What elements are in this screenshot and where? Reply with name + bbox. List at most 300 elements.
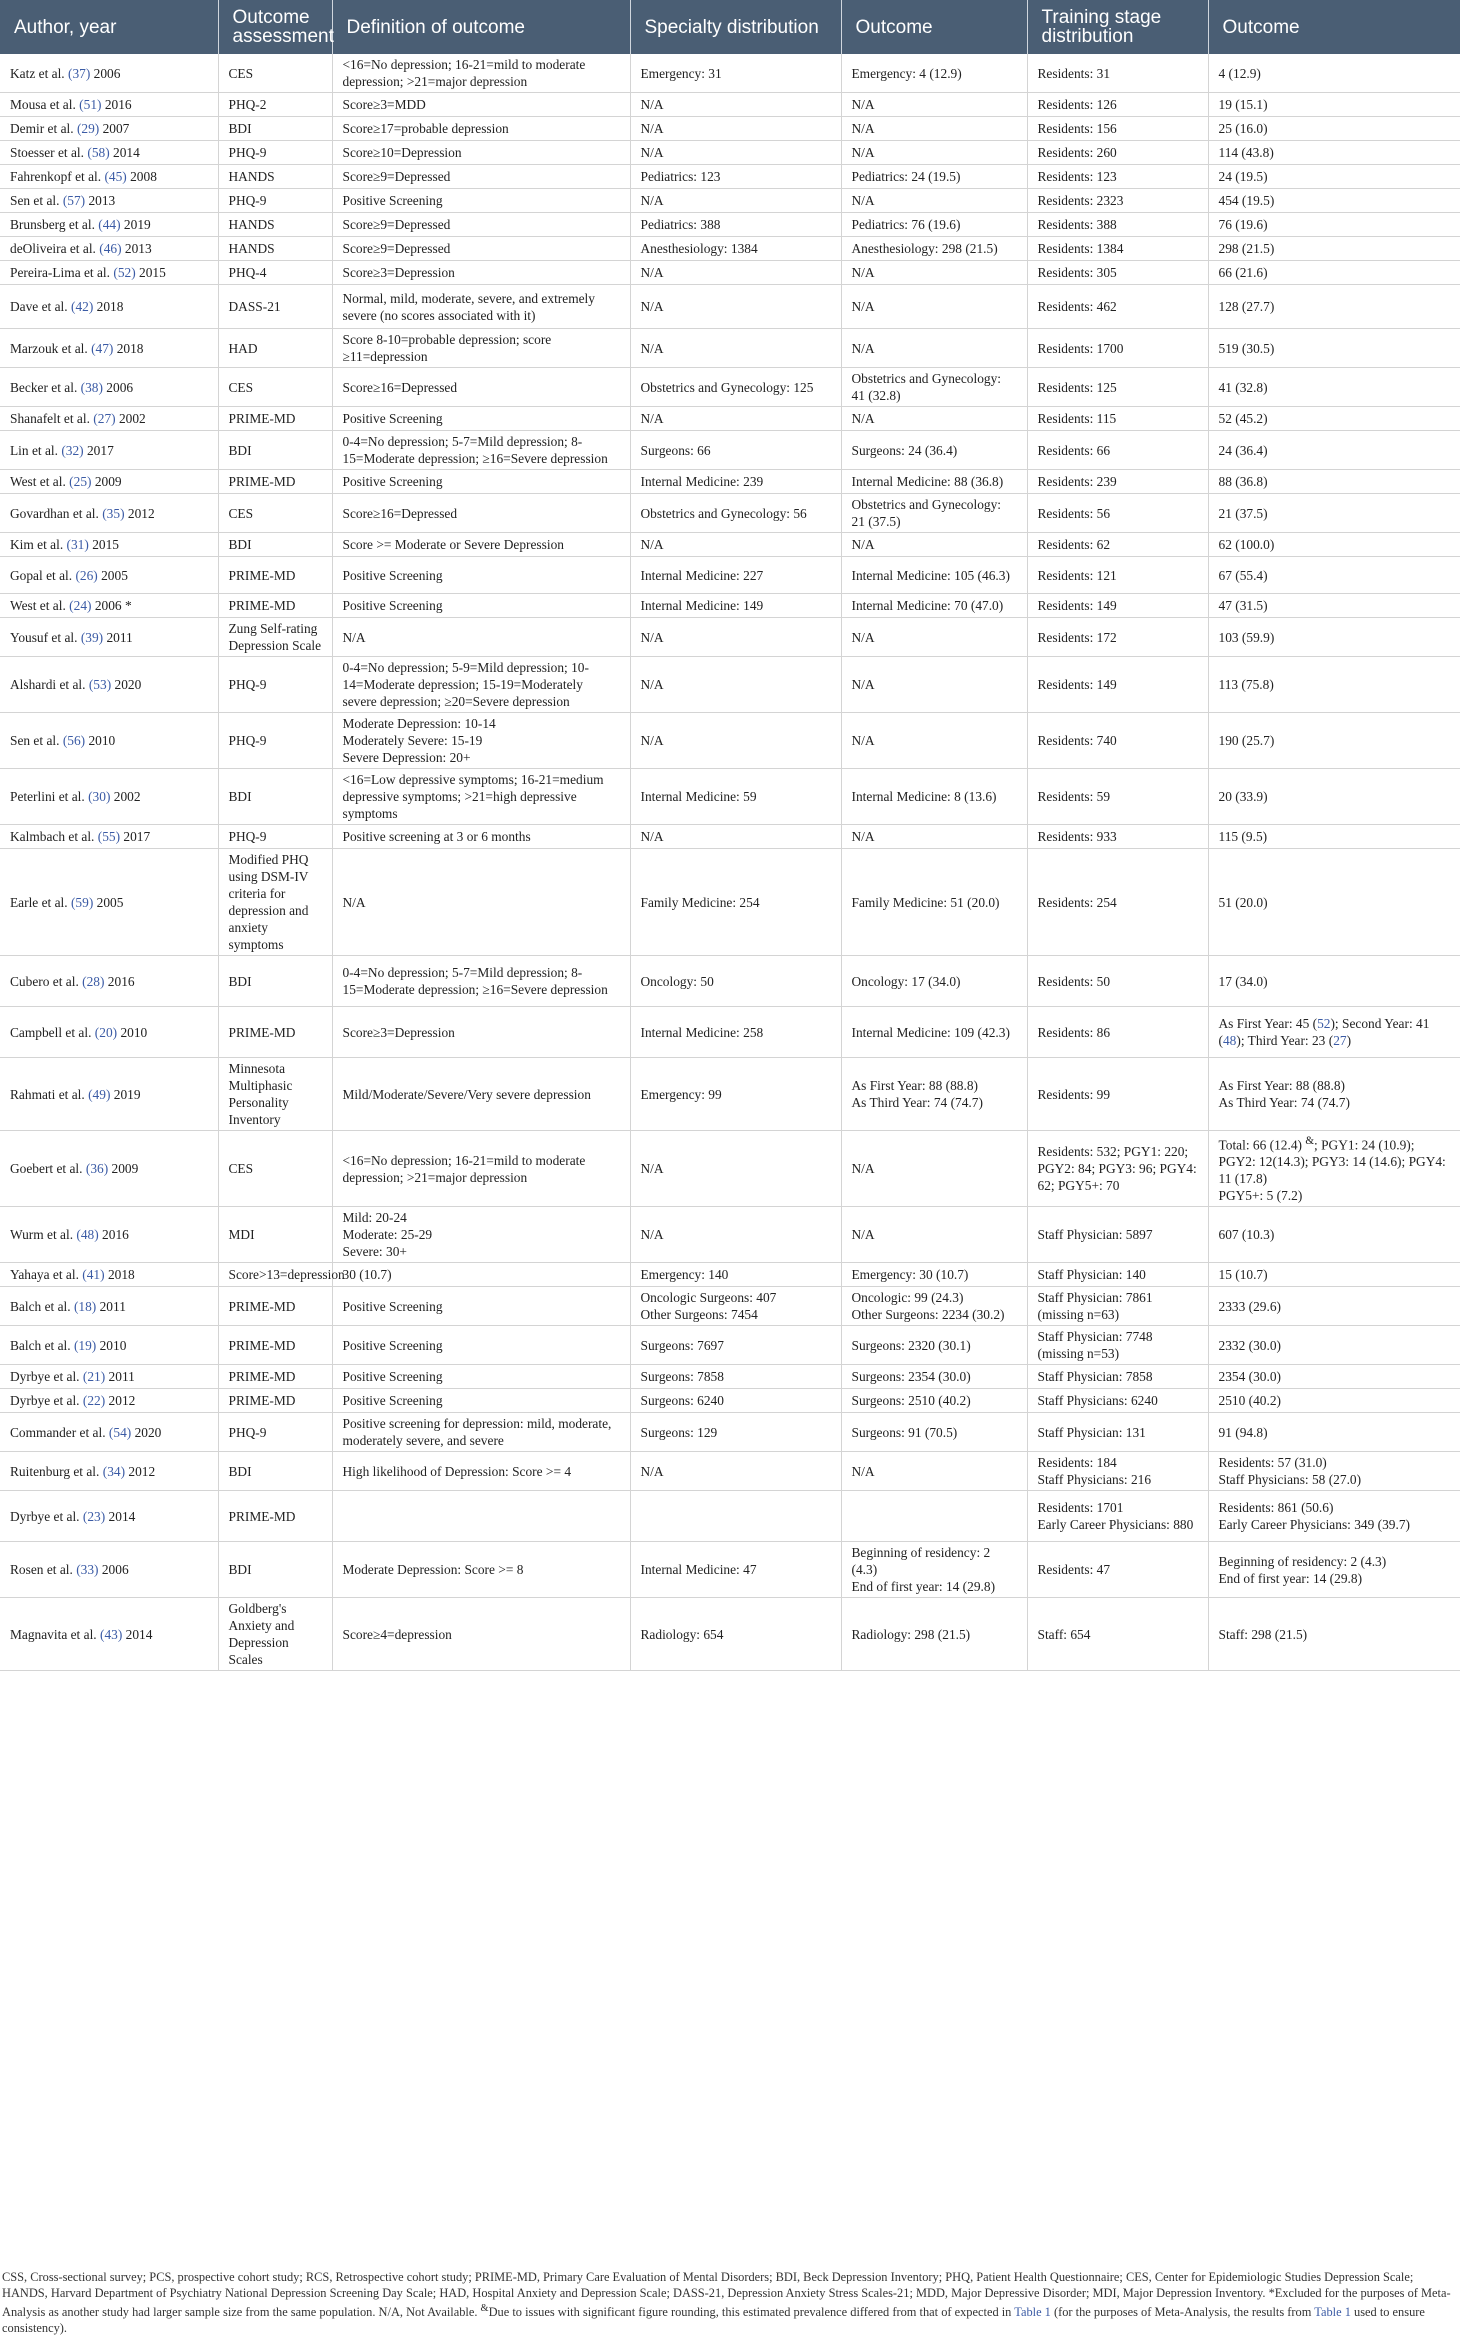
cell-definition: Score≥9=Depressed [332, 237, 630, 261]
cell-definition: Mild: 20-24 Moderate: 25-29 Severe: 30+ [332, 1207, 630, 1263]
cell-training-stage: Residents: 1384 [1027, 237, 1208, 261]
cell-specialty-outcome: N/A [841, 657, 1027, 713]
cell-specialty-distribution [630, 1491, 841, 1542]
cell-author-year [0, 1365, 218, 1389]
cell-outcome-assessment: PHQ-9 [218, 141, 332, 165]
author-name: Commander et al. [10, 1424, 109, 1440]
cell-author-year [0, 407, 218, 431]
reference-link[interactable]: (47) [91, 340, 114, 356]
reference-link[interactable]: (55) [97, 829, 121, 844]
cell-training-outcome: 24 (36.4) [1208, 431, 1460, 470]
cell-training-outcome: Total: 66 (12.4) &; PGY1: 24 (10.9); PGY2: 12(14.3); PGY3: 14 (14.6); PGY4: 11 (17.8) PGY5+: 5 (7.2) [1208, 1131, 1460, 1207]
study-year: 2020 [131, 1424, 162, 1440]
cell-author-year [0, 1491, 218, 1542]
reference-link[interactable]: (59) [70, 894, 94, 910]
table-row [0, 1389, 1460, 1413]
cell-definition: <16=No depression; 16-21=mild to moderate depression; >21=major depression [332, 54, 630, 93]
cell-training-stage: Staff: 654 [1027, 1598, 1208, 1671]
study-year: 2014 [105, 1508, 136, 1524]
cell-specialty-outcome: N/A [841, 117, 1027, 141]
cell-definition: Positive Screening [332, 1326, 630, 1365]
cell-definition: Score≥3=Depression [332, 261, 630, 285]
study-year: 2014 [109, 145, 140, 160]
reference-link[interactable]: (27) [93, 411, 116, 426]
cell-training-stage: Residents: 66 [1027, 431, 1208, 470]
cell-training-stage: Residents: 305 [1027, 261, 1208, 285]
table-row [0, 431, 1460, 470]
cell-training-stage: Staff Physician: 7858 [1027, 1365, 1208, 1389]
cell-specialty-distribution: Emergency: 99 [630, 1058, 841, 1131]
cell-specialty-distribution: Obstetrics and Gynecology: 56 [630, 494, 841, 533]
reference-link[interactable]: (21) [82, 1369, 106, 1385]
reference-link[interactable]: (20) [94, 1024, 118, 1040]
cell-specialty-distribution: Internal Medicine: 149 [630, 594, 841, 618]
reference-link[interactable]: (19) [73, 1337, 97, 1353]
study-year: 2012 [124, 505, 155, 521]
cell-author-year [0, 1598, 218, 1671]
author-name: Lin et al. [10, 442, 62, 458]
cell-author-year [0, 618, 218, 657]
cell-specialty-distribution: Radiology: 654 [630, 1598, 841, 1671]
cell-specialty-outcome: N/A [841, 1207, 1027, 1263]
cell-specialty-outcome: Radiology: 298 (21.5) [841, 1598, 1027, 1671]
cell-specialty-outcome [841, 1491, 1027, 1542]
reference-link[interactable]: (25) [69, 474, 92, 489]
cell-definition: Moderate Depression: Score >= 8 [332, 1542, 630, 1598]
table-row [0, 54, 1460, 93]
cell-training-outcome: 2354 (30.0) [1208, 1365, 1460, 1389]
cell-training-stage: Residents: 1701 Early Career Physicians: 880 [1027, 1491, 1208, 1542]
reference-link[interactable]: (29) [76, 121, 100, 136]
cell-author-year [0, 368, 218, 407]
cell-author-year [0, 1326, 218, 1365]
table-row [0, 1131, 1460, 1207]
cell-specialty-outcome: Internal Medicine: 105 (46.3) [841, 557, 1027, 594]
reference-link[interactable]: (35) [102, 505, 125, 521]
reference-link[interactable]: (22) [82, 1393, 106, 1409]
cell-training-outcome: 15 (10.7) [1208, 1263, 1460, 1287]
cell-author-year [0, 1389, 218, 1413]
cell-definition: <16=Low depressive symptoms; 16-21=medium depressive symptoms; >21=high depressive symptoms [332, 769, 630, 825]
cell-author-year [0, 956, 218, 1007]
cell-specialty-distribution: Internal Medicine: 47 [630, 1542, 841, 1598]
cell-training-stage: Staff Physician: 7748 (missing n=53) [1027, 1326, 1208, 1365]
cell-specialty-outcome: N/A [841, 189, 1027, 213]
author-name: Dyrbye et al. [10, 1369, 83, 1385]
cell-training-stage: Residents: 126 [1027, 93, 1208, 117]
cell-training-stage: Staff Physician: 5897 [1027, 1207, 1208, 1263]
cell-training-outcome: 91 (94.8) [1208, 1413, 1460, 1452]
cell-specialty-outcome: Oncologic: 99 (24.3) Other Surgeons: 2234 (30.2) [841, 1287, 1027, 1326]
reference-link[interactable]: (23) [82, 1508, 106, 1524]
cell-training-outcome: As First Year: 88 (88.8) As Third Year: 74 (74.7) [1208, 1058, 1460, 1131]
cell-outcome-assessment: PRIME-MD [218, 557, 332, 594]
author-name: Alshardi et al. [10, 677, 89, 692]
study-year: 2009 [91, 474, 122, 489]
cell-training-outcome: 76 (19.6) [1208, 213, 1460, 237]
cell-outcome-assessment: Minnesota Multiphasic Personality Inventory [218, 1058, 332, 1131]
cell-specialty-distribution: Emergency: 31 [630, 54, 841, 93]
cell-specialty-distribution: Pediatrics: 388 [630, 213, 841, 237]
author-name: West et al. [10, 598, 70, 613]
table-row [0, 618, 1460, 657]
author-name: Balch et al. [10, 1337, 74, 1353]
cell-author-year [0, 285, 218, 329]
cell-training-outcome: 298 (21.5) [1208, 237, 1460, 261]
cell-specialty-distribution: Surgeons: 6240 [630, 1389, 841, 1413]
table-row [0, 1413, 1460, 1452]
cell-outcome-assessment: PHQ-9 [218, 825, 332, 849]
cell-training-stage: Residents: 2323 [1027, 189, 1208, 213]
cell-author-year [0, 494, 218, 533]
cell-training-stage: Residents: 933 [1027, 825, 1208, 849]
cell-outcome-assessment: PHQ-2 [218, 93, 332, 117]
table-header-row [0, 0, 1460, 54]
cell-training-stage: Residents: 239 [1027, 470, 1208, 494]
cell-outcome-assessment: PRIME-MD [218, 1389, 332, 1413]
cell-training-stage: Staff Physician: 131 [1027, 1413, 1208, 1452]
cell-specialty-outcome: N/A [841, 713, 1027, 769]
cell-specialty-outcome: Emergency: 30 (10.7) [841, 1263, 1027, 1287]
cell-training-stage: Residents: 149 [1027, 657, 1208, 713]
cell-specialty-outcome: Internal Medicine: 70 (47.0) [841, 594, 1027, 618]
cell-specialty-distribution: N/A [630, 533, 841, 557]
cell-specialty-outcome: Emergency: 4 (12.9) [841, 54, 1027, 93]
study-year: 2015 [135, 265, 166, 280]
study-year: 2005 [97, 567, 128, 583]
cell-outcome-assessment: DASS-21 [218, 285, 332, 329]
author-name: Peterlini et al. [10, 789, 89, 804]
author-name: Yahaya et al. [10, 1267, 83, 1283]
author-name: deOliveira et al. [10, 241, 100, 256]
cell-specialty-outcome: N/A [841, 1131, 1027, 1207]
cell-author-year [0, 1287, 218, 1326]
cell-training-outcome: 24 (19.5) [1208, 165, 1460, 189]
header-definition-of-outcome: Definition of outcome [332, 0, 630, 54]
cell-training-outcome: 103 (59.9) [1208, 618, 1460, 657]
cell-definition: Score 8-10=probable depression; score ≥11=depression [332, 329, 630, 368]
reference-link[interactable]: (30) [88, 789, 111, 804]
cell-specialty-outcome: Internal Medicine: 8 (13.6) [841, 769, 1027, 825]
cell-training-outcome: 114 (43.8) [1208, 141, 1460, 165]
cell-author-year [0, 557, 218, 594]
cell-specialty-outcome: Pediatrics: 24 (19.5) [841, 165, 1027, 189]
study-year: 2010 [117, 1024, 148, 1040]
table-row [0, 329, 1460, 368]
reference-link[interactable]: (33) [76, 1562, 99, 1578]
cell-author-year [0, 54, 218, 93]
study-year: 2012 [105, 1393, 136, 1409]
cell-specialty-outcome: N/A [841, 533, 1027, 557]
table-row [0, 825, 1460, 849]
cell-training-outcome: 52 (45.2) [1208, 407, 1460, 431]
reference-link[interactable]: (48) [76, 1227, 99, 1243]
study-year: 2013 [121, 241, 152, 256]
cell-training-outcome: 128 (27.7) [1208, 285, 1460, 329]
cell-specialty-distribution: N/A [630, 713, 841, 769]
cell-author-year [0, 165, 218, 189]
cell-definition: 0-4=No depression; 5-9=Mild depression; 10-14=Moderate depression; 15-19=Moderately severe depression; ≥20=Severe depression [332, 657, 630, 713]
cell-specialty-outcome: N/A [841, 141, 1027, 165]
cell-outcome-assessment: PHQ-9 [218, 189, 332, 213]
table-row [0, 533, 1460, 557]
study-year: 2012 [125, 1463, 156, 1479]
cell-author-year [0, 1207, 218, 1263]
cell-training-stage: Residents: 740 [1027, 713, 1208, 769]
cell-specialty-distribution: Pediatrics: 123 [630, 165, 841, 189]
cell-specialty-outcome: N/A [841, 825, 1027, 849]
reference-link[interactable]: (52) [113, 265, 136, 280]
table-row [0, 1287, 1460, 1326]
table-row [0, 1491, 1460, 1542]
author-name: Yousuf et al. [10, 629, 81, 645]
author-name: Wurm et al. [10, 1227, 77, 1243]
study-year: 2009 [108, 1161, 139, 1177]
cell-outcome-assessment: BDI [218, 769, 332, 825]
author-name: Kalmbach et al. [10, 829, 98, 844]
table-row [0, 165, 1460, 189]
cell-outcome-assessment: Modified PHQ using DSM-IV criteria for depression and anxiety symptoms [218, 849, 332, 956]
cell-specialty-distribution: Obstetrics and Gynecology: 125 [630, 368, 841, 407]
table-row [0, 1452, 1460, 1491]
author-name: Mousa et al. [10, 97, 80, 112]
reference-link[interactable]: (38) [80, 379, 103, 395]
table-row [0, 956, 1460, 1007]
table-row [0, 1598, 1460, 1671]
reference-link[interactable]: (49) [88, 1086, 111, 1102]
cell-definition: N/A [332, 849, 630, 956]
author-name: Rosen et al. [10, 1562, 77, 1578]
cell-specialty-distribution: N/A [630, 117, 841, 141]
cell-training-outcome: 19 (15.1) [1208, 93, 1460, 117]
reference-link[interactable]: (51) [79, 97, 102, 112]
cell-definition: Score≥16=Depressed [332, 494, 630, 533]
cell-specialty-distribution: Surgeons: 7858 [630, 1365, 841, 1389]
author-name: Becker et al. [10, 379, 81, 395]
cell-outcome-assessment: PHQ-9 [218, 657, 332, 713]
cell-outcome-assessment: HANDS [218, 237, 332, 261]
reference-link[interactable]: (37) [68, 65, 91, 81]
cell-author-year [0, 189, 218, 213]
cell-outcome-assessment: HANDS [218, 165, 332, 189]
table-row [0, 470, 1460, 494]
reference-link[interactable]: (56) [62, 733, 86, 748]
cell-specialty-distribution: Surgeons: 66 [630, 431, 841, 470]
cell-author-year [0, 470, 218, 494]
cell-outcome-assessment: HANDS [218, 213, 332, 237]
cell-definition: N/A [332, 618, 630, 657]
cell-training-outcome: 62 (100.0) [1208, 533, 1460, 557]
cell-author-year [0, 1452, 218, 1491]
cell-training-outcome: Residents: 861 (50.6) Early Career Physicians: 349 (39.7) [1208, 1491, 1460, 1542]
cell-definition: Score≥3=MDD [332, 93, 630, 117]
table-row [0, 849, 1460, 956]
cell-specialty-distribution: N/A [630, 93, 841, 117]
cell-training-stage: Residents: 62 [1027, 533, 1208, 557]
table-row [0, 213, 1460, 237]
author-name: Earle et al. [10, 894, 71, 910]
reference-link[interactable]: (34) [102, 1463, 126, 1479]
reference-link[interactable]: (46) [99, 241, 122, 256]
cell-author-year [0, 533, 218, 557]
cell-definition: Positive screening at 3 or 6 months [332, 825, 630, 849]
reference-link[interactable]: (32) [61, 442, 84, 458]
cell-definition: Score≥17=probable depression [332, 117, 630, 141]
reference-link[interactable]: (44) [98, 217, 121, 232]
study-year: 2011 [105, 1369, 135, 1385]
cell-definition: Score≥10=Depression [332, 141, 630, 165]
cell-training-outcome: 607 (10.3) [1208, 1207, 1460, 1263]
cell-specialty-distribution: Internal Medicine: 239 [630, 470, 841, 494]
cell-training-outcome: 17 (34.0) [1208, 956, 1460, 1007]
cell-outcome-assessment: PRIME-MD [218, 407, 332, 431]
cell-specialty-distribution: N/A [630, 261, 841, 285]
author-name: Gopal et al. [10, 567, 76, 583]
reference-link[interactable]: (57) [62, 193, 86, 208]
reference-link[interactable]: (31) [66, 537, 89, 552]
reference-link[interactable]: (53) [88, 677, 112, 692]
cell-outcome-assessment: PRIME-MD [218, 470, 332, 494]
author-name: Sen et al. [10, 733, 63, 748]
reference-link[interactable]: (43) [99, 1626, 123, 1642]
cell-author-year [0, 1542, 218, 1598]
cell-specialty-distribution: N/A [630, 141, 841, 165]
reference-link[interactable]: (58) [87, 145, 110, 160]
reference-link[interactable]: (28) [82, 973, 105, 989]
table-row [0, 494, 1460, 533]
cell-training-stage: Residents: 156 [1027, 117, 1208, 141]
cell-author-year [0, 849, 218, 956]
cell-author-year [0, 1413, 218, 1452]
cell-specialty-outcome: Surgeons: 2354 (30.0) [841, 1365, 1027, 1389]
cell-specialty-distribution: N/A [630, 657, 841, 713]
table-row [0, 407, 1460, 431]
cell-definition: Normal, mild, moderate, severe, and extremely severe (no scores associated with it) [332, 285, 630, 329]
author-name: Rahmati et al. [10, 1086, 89, 1102]
reference-link[interactable]: (41) [82, 1267, 105, 1283]
cell-specialty-distribution: Anesthesiology: 1384 [630, 237, 841, 261]
cell-training-stage: Residents: 31 [1027, 54, 1208, 93]
study-year: 2010 [85, 733, 116, 748]
reference-link[interactable]: (24) [69, 598, 92, 613]
cell-training-outcome: 21 (37.5) [1208, 494, 1460, 533]
reference-link[interactable]: (45) [104, 169, 127, 184]
header-outcome-assessment: Outcome assessment [218, 0, 332, 54]
cell-training-stage: Residents: 254 [1027, 849, 1208, 956]
cell-training-stage: Residents: 47 [1027, 1542, 1208, 1598]
cell-outcome-assessment: Score>13=depression [218, 1263, 332, 1287]
table-row [0, 1542, 1460, 1598]
author-name: Dyrbye et al. [10, 1508, 83, 1524]
reference-link[interactable]: (26) [75, 567, 98, 583]
cell-training-outcome: 67 (55.4) [1208, 557, 1460, 594]
cell-training-outcome: 519 (30.5) [1208, 329, 1460, 368]
author-name: Ruitenburg et al. [10, 1463, 103, 1479]
reference-link[interactable]: (18) [73, 1298, 97, 1314]
cell-specialty-distribution: N/A [630, 285, 841, 329]
cell-outcome-assessment: PRIME-MD [218, 594, 332, 618]
cell-outcome-assessment: CES [218, 54, 332, 93]
cell-definition: High likelihood of Depression: Score >= 4 [332, 1452, 630, 1491]
study-year: 2015 [88, 537, 119, 552]
study-year: 2011 [96, 1298, 126, 1314]
table-row [0, 117, 1460, 141]
cell-training-outcome: 4 (12.9) [1208, 54, 1460, 93]
cell-outcome-assessment: BDI [218, 117, 332, 141]
author-name: Govardhan et al. [10, 505, 103, 521]
cell-definition: Score≥9=Depressed [332, 165, 630, 189]
table-row [0, 1326, 1460, 1365]
cell-training-outcome: 454 (19.5) [1208, 189, 1460, 213]
cell-specialty-distribution: Surgeons: 7697 [630, 1326, 841, 1365]
table-row [0, 141, 1460, 165]
cell-definition: Score >= Moderate or Severe Depression [332, 533, 630, 557]
author-name: Campbell et al. [10, 1024, 95, 1040]
table-row [0, 769, 1460, 825]
study-year: 2006 * [91, 598, 132, 613]
table-row [0, 713, 1460, 769]
author-name: Stoesser et al. [10, 145, 88, 160]
cell-definition: Positive Screening [332, 557, 630, 594]
cell-definition: <16=No depression; 16-21=mild to moderate depression; >21=major depression [332, 1131, 630, 1207]
cell-training-outcome: 190 (25.7) [1208, 713, 1460, 769]
cell-specialty-outcome: Oncology: 17 (34.0) [841, 956, 1027, 1007]
cell-training-outcome: 115 (9.5) [1208, 825, 1460, 849]
study-year: 2018 [93, 299, 124, 314]
header-specialty-distribution: Specialty distribution [630, 0, 841, 54]
cell-author-year [0, 1007, 218, 1058]
header-author-year: Author, year [0, 0, 218, 54]
cell-author-year [0, 594, 218, 618]
cell-specialty-outcome: N/A [841, 618, 1027, 657]
cell-author-year [0, 1131, 218, 1207]
reference-link[interactable]: (36) [85, 1161, 109, 1177]
cell-outcome-assessment: MDI [218, 1207, 332, 1263]
cell-definition: 0-4=No depression; 5-7=Mild depression; 8-15=Moderate depression; ≥16=Severe depression [332, 956, 630, 1007]
cell-training-stage: Residents: 149 [1027, 594, 1208, 618]
table-row [0, 93, 1460, 117]
cell-author-year [0, 141, 218, 165]
cell-training-stage: Residents: 532; PGY1: 220; PGY2: 84; PGY3: 96; PGY4: 62; PGY5+: 70 [1027, 1131, 1208, 1207]
cell-outcome-assessment: PRIME-MD [218, 1365, 332, 1389]
author-name: Shanafelt et al. [10, 411, 94, 426]
cell-author-year [0, 825, 218, 849]
table-row [0, 285, 1460, 329]
study-year: 2002 [115, 411, 146, 426]
table-footnote: CSS, Cross-sectional survey; PCS, prospective cohort study; RCS, Retrospective cohort study; PRIME-MD, Primary Care Evaluation of Mental Disorders; BDI, Beck Depression Inventory; PHQ, Patient Health Questionnaire; CES, Center for Epidemiologic Studies Depression Scale; HANDS, Harvard Department of Psychiatry National Depression Screening Day Scale; HAD, Hospital Anxiety and Depression Scale; DASS-21, Depression Anxiety Stress Scales-21; MDD, Major Depressive Disorder; MDI, Major Depression Inventory. *Excluded for the purposes of Meta-Analysis as another study had larger sample size from the same population. N/A, Not Available. &Due to issues with significant figure rounding, this estimated prevalence differed from that of expected in Table 1 (for the purposes of Meta-Analysis, the results from Table 1 used to ensure consistency). [2, 2270, 1451, 2335]
reference-link[interactable]: (54) [108, 1424, 132, 1440]
reference-link[interactable]: (39) [80, 629, 104, 645]
cell-specialty-outcome: Internal Medicine: 109 (42.3) [841, 1007, 1027, 1058]
cell-training-outcome: 2510 (40.2) [1208, 1389, 1460, 1413]
cell-training-outcome: Beginning of residency: 2 (4.3) End of first year: 14 (29.8) [1208, 1542, 1460, 1598]
table-row [0, 594, 1460, 618]
author-name: Brunsberg et al. [10, 217, 99, 232]
cell-specialty-distribution: N/A [630, 1131, 841, 1207]
reference-link[interactable]: (42) [70, 299, 94, 314]
cell-author-year [0, 1058, 218, 1131]
cell-specialty-distribution: Internal Medicine: 59 [630, 769, 841, 825]
author-name: Goebert et al. [10, 1161, 86, 1177]
cell-specialty-distribution: Surgeons: 129 [630, 1413, 841, 1452]
cell-training-stage: Residents: 121 [1027, 557, 1208, 594]
author-name: Sen et al. [10, 193, 63, 208]
cell-training-stage: Residents: 123 [1027, 165, 1208, 189]
cell-specialty-outcome: N/A [841, 285, 1027, 329]
cell-training-stage: Residents: 99 [1027, 1058, 1208, 1131]
study-year: 2016 [104, 973, 135, 989]
cell-outcome-assessment: CES [218, 368, 332, 407]
